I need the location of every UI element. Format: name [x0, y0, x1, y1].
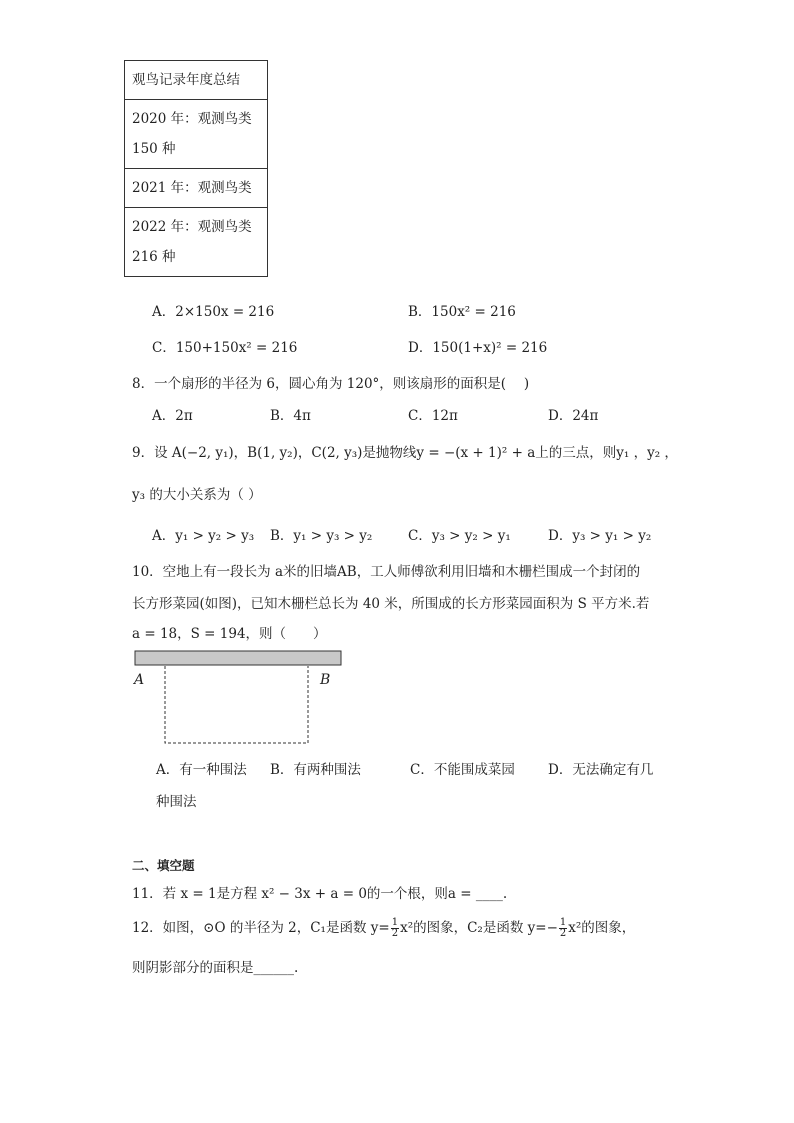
q8-option-a[interactable]: A．2π: [152, 408, 193, 424]
fraction-half: $\frac{1}{2}$: [559, 917, 567, 939]
q9-option-d[interactable]: D．y₃ > y₁ > y₂: [548, 528, 652, 544]
q10-option-d[interactable]: D．无法确定有几: [548, 762, 654, 778]
q8-stem: 8．一个扇形的半径为 6，圆心角为 120°，则该扇形的面积是( ): [132, 376, 530, 392]
garden-diagram: [128, 648, 348, 750]
q12-line2: 则阴影部分的面积是______.: [132, 960, 299, 976]
q10-option-d-cont: 种围法: [156, 794, 197, 810]
q10-option-a[interactable]: A．有一种围法: [156, 762, 247, 778]
q9-option-b[interactable]: B．y₁ > y₃ > y₂: [270, 528, 373, 544]
q8-option-c[interactable]: C．12π: [408, 408, 458, 424]
q10-option-c[interactable]: C．不能围成菜园: [410, 762, 515, 778]
q7-option-c[interactable]: C．150+150x² = 216: [152, 340, 298, 356]
table-row: 2022 年：观测鸟类216 种: [125, 208, 268, 277]
q10-stem-line1: 10．空地上有一段长为 a米的旧墙AB，工人师傅欲利用旧墙和木栅栏围成一个封闭的: [132, 564, 641, 580]
table-row: 2020 年：观测鸟类150 种: [125, 100, 268, 169]
q10-stem-line3: a = 18，S = 194，则（ ）: [132, 626, 327, 642]
q8-option-d[interactable]: D．24π: [548, 408, 599, 424]
wall-label-a: A: [134, 672, 145, 688]
q10-option-b[interactable]: B．有两种围法: [270, 762, 361, 778]
q9-stem-line1: 9．设 A(−2, y₁)，B(1, y₂)，C(2, y₃)是抛物线y = −(x + 1)² + a上的三点，则y₁ ，y₂ ，: [132, 445, 678, 461]
q9-stem-line2: y₃ 的大小关系为（ ）: [132, 487, 262, 503]
table-row: 2021 年：观测鸟类: [125, 169, 268, 208]
section-title: 二、填空题: [132, 858, 195, 873]
q11-text: 11．若 x = 1是方程 x² − 3x + a = 0的一个根，则a = ____.: [132, 886, 508, 902]
q9-option-a[interactable]: A．y₁ > y₂ > y₃: [152, 528, 255, 544]
q9-option-c[interactable]: C．y₃ > y₂ > y₁: [408, 528, 511, 544]
old-wall: [135, 651, 341, 665]
q12-line1: 12．如图，⊙O 的半径为 2，C₁是函数 y= $\frac{1}{2}$ x²的图象，C₂是函数 y=− $\frac{1}{2}$ x²的图象，: [132, 917, 636, 939]
table-row: 观鸟记录年度总结: [125, 61, 268, 100]
q8-option-b[interactable]: B．4π: [270, 408, 311, 424]
q7-option-b[interactable]: B．150x² = 216: [408, 304, 516, 320]
bird-record-table: [124, 60, 268, 277]
fraction-half: $\frac{1}{2}$: [391, 917, 399, 939]
wall-label-b: B: [320, 672, 331, 688]
q7-option-a[interactable]: A．2×150x = 216: [152, 304, 275, 320]
fence: [165, 666, 308, 743]
q7-option-d[interactable]: D．150(1+x)² = 216: [408, 340, 548, 356]
q10-stem-line2: 长方形菜园(如图)，已知木栅栏总长为 40 米，所围成的长方形菜园面积为 S 平方米.若: [132, 596, 650, 612]
